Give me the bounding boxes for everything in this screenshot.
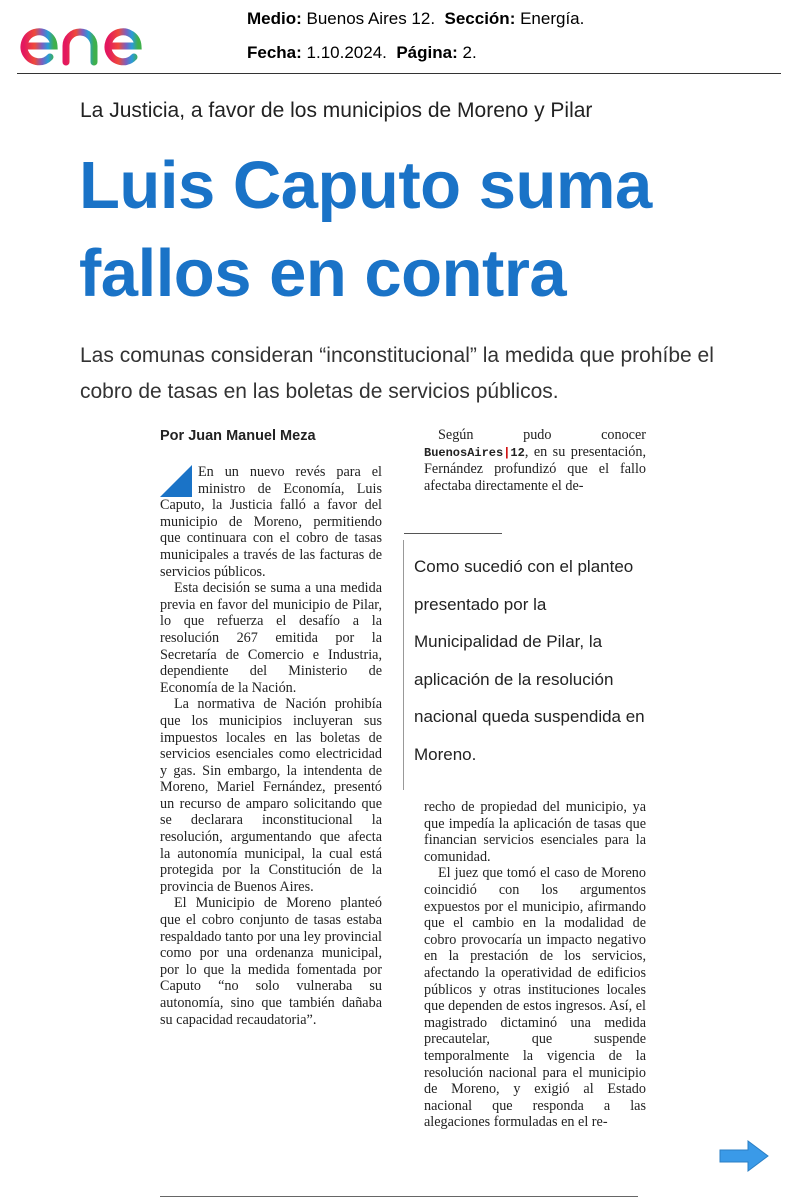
medio-value: Buenos Aires 12. (306, 9, 436, 28)
paragraph: recho de propiedad del municipio, ya que impedía la aplicación de tasas que financian servicios esenciales para la comunidad. (424, 799, 646, 865)
paragraph: El Municipio de Moreno planteó que el cobro conjunto de tasas estaba respaldado tanto por una ley provincial como por una ordenanza municipal, por lo que la medida fomentada por Caputo “no solo vulneraba su autonomía, sino que también dañaba su capacidad recaudatoria”. (160, 895, 382, 1028)
paragraph-text: , en su presentación, Fernández profundizó que el fallo afectaba directamente el de- (424, 443, 646, 494)
paragraph (424, 427, 646, 494)
enel-logo (16, 6, 184, 70)
article-deck: Las comunas consideran “inconstitucional” la medida que prohíbe el cobro de tasas en las boletas de servicios públicos. (80, 344, 714, 403)
arrow-right-icon[interactable] (718, 1139, 770, 1173)
seccion-value: Energía. (520, 9, 585, 28)
byline: Por Juan Manuel Meza (160, 428, 316, 444)
triangle-drop-mark-icon (160, 465, 192, 497)
header-line-2 (247, 43, 477, 63)
column-right-bottom (424, 799, 646, 1131)
header-line-1 (247, 9, 584, 29)
column-right-top (424, 427, 646, 494)
clipping-header (0, 0, 800, 76)
paragraph: La normativa de Nación prohibía que los municipios incluyeran sus impuestos locales en las boletas de servicios esenciales como electricidad y gas. Sin embargo, la intendenta de Moreno, Mariel Fernández, presentó un recurso de amparo solicitando que se declarara inconstitucional la resolución, argumentando que afecta la autonomía municipal, la cual está protegida por la Constitución de la provincia de Buenos Aires. (160, 696, 382, 895)
paragraph: El juez que tomó el caso de Moreno coincidió con los argumentos expuestos por el municipio, afirmando que el cambio en la modalidad de cobro provocaría un impacto negativo en la prestación de los servicios, afectando la operatividad de edificios públicos y otras instituciones locales que dependen de estos ingresos. Así, el magistrado dictaminó una medida precautelar, que suspende temporalmente la vigencia de la resolución nacional para el municipio de Moreno, y exigió al Estado nacional que responda a las alegaciones formuladas en el re- (424, 865, 646, 1131)
brand-part: BuenosAires (424, 445, 504, 460)
fecha-label: Fecha: (247, 43, 302, 62)
pull-quote-rule (404, 533, 502, 534)
header-divider (17, 73, 781, 74)
pagina-label: Página: (396, 43, 458, 62)
pull-quote: Como sucedió con el planteo presentado por la Municipalidad de Pilar, la aplicación de la resolución nacional queda suspendida en Moreno. (414, 557, 645, 764)
column-left (160, 464, 382, 1028)
article-headline: Luis Caputo suma fallos en contra (79, 148, 652, 311)
fecha-value: 1.10.2024. (306, 43, 387, 62)
brand-name (424, 446, 525, 460)
medio-label: Medio: (247, 9, 302, 28)
paragraph-text: Según pudo conocer (438, 427, 646, 443)
page-bottom-rule (160, 1196, 638, 1197)
pagina-value: 2. (462, 43, 477, 62)
pull-quote-bar (403, 540, 404, 790)
paragraph: Esta decisión se suma a una medida previa en favor del municipio de Pilar, lo que refuerza el desafío a la resolución 267 emitida por la Secretaría de Comercio e Industria, dependiente del Ministerio de Economía de la Nación. (160, 580, 382, 696)
brand-separator: | (503, 445, 511, 460)
paragraph: En un nuevo revés para el ministro de Economía, Luis Caputo, la Justicia falló a favor del municipio de Moreno, permitiendo que continuara con el cobro de tasas municipales a través de las facturas de servicios públicos. (160, 464, 382, 580)
seccion-label: Sección: (444, 9, 516, 28)
brand-part: 12 (510, 445, 525, 460)
article-kicker: La Justicia, a favor de los municipios de Moreno y Pilar (80, 99, 593, 122)
